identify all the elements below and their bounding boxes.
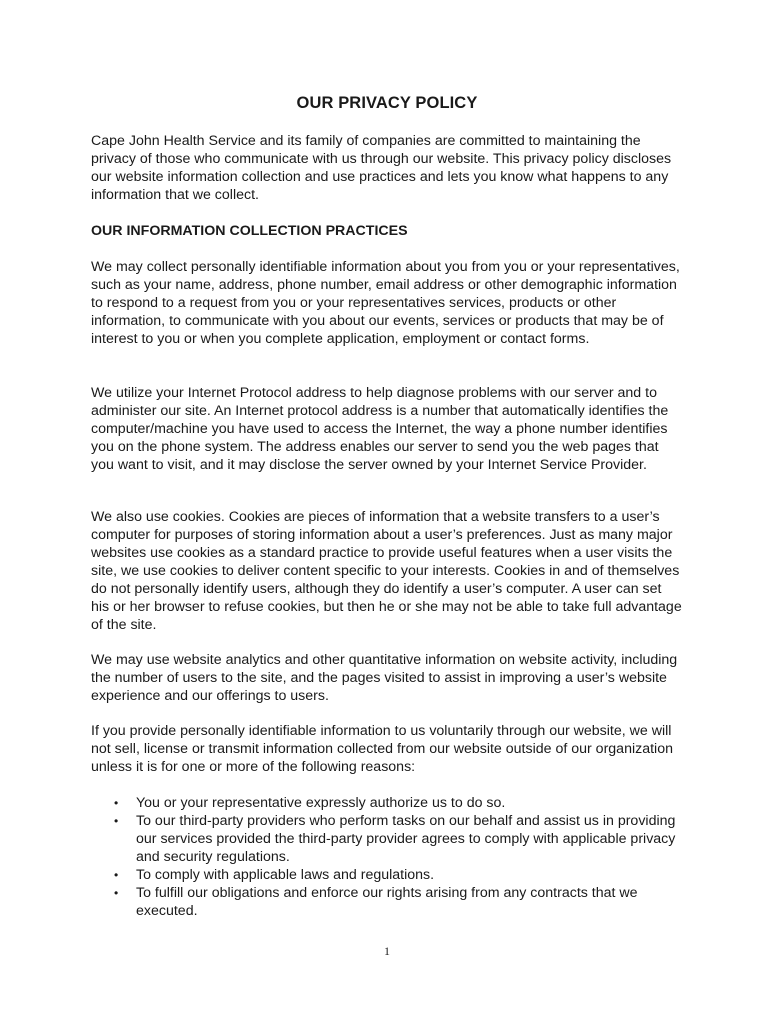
paragraph-personal-info: We may collect personally identifiable information about you from you or your representatives, such as your name, address, phone number, email address or other demographic information to respond to a request from you or your representatives services, products or other information, to communicate with you about our events, services or products that may be of interest to you or when you complete application, employment or contact forms. xyxy=(91,259,680,347)
reasons-list xyxy=(91,794,683,920)
bullet-icon: • xyxy=(114,796,119,810)
page-number: 1 xyxy=(384,944,390,958)
paragraph-disclosure: If you provide personally identifiable information to us voluntarily through our website, we will not sell, license or transmit information collected from our website outside of our organization unless it is for one or more of the following reasons: xyxy=(91,723,673,775)
list-item xyxy=(91,866,683,884)
paragraph-analytics: We may use website analytics and other quantitative information on website activity, including the number of users to the site, and the pages visited to assist in improving a user’s website experience and our offerings to users. xyxy=(91,652,678,704)
list-item-text: You or your representative expressly authorize us to do so. xyxy=(136,795,506,811)
page-title: OUR PRIVACY POLICY xyxy=(296,94,478,112)
list-item xyxy=(91,794,683,812)
bullet-icon: • xyxy=(114,868,119,882)
paragraph-ip-address: We utilize your Internet Protocol address to help diagnose problems with our server and to administer our site. An Internet protocol address is a number that automatically identifies the computer/machine you have used to access the Internet, the way a phone number identifies you on the phone system. The address enables our server to send you the web pages that you want to visit, and it may disclose the server owned by your Internet Service Provider. xyxy=(91,385,669,473)
section-heading: OUR INFORMATION COLLECTION PRACTICES xyxy=(91,223,408,239)
bullet-icon: • xyxy=(114,886,119,900)
intro-paragraph: Cape John Health Service and its family of companies are committed to maintaining the privacy of those who communicate with us through our website. This privacy policy discloses our website information collection and use practices and lets you know what happens to any information that we collect. xyxy=(91,133,672,203)
paragraph-cookies: We also use cookies. Cookies are pieces of information that a website transfers to a user’s computer for purposes of storing information about a user’s preferences. Just as many major websites use cookies as a standard practice to provide useful features when a user visits the site, we use cookies to deliver content specific to your interests. Cookies in and of themselves do not personally identify users, although they do identify a user’s computer. A user can set his or her browser to refuse cookies, but then he or she may not be able to take full advantage of the site. xyxy=(91,509,682,633)
list-item xyxy=(91,812,683,866)
list-item-text: To fulfill our obligations and enforce our rights arising from any contracts that we executed. xyxy=(136,885,638,919)
list-item xyxy=(91,884,683,920)
list-item-text: To our third-party providers who perform tasks on our behalf and assist us in providing our services provided the third-party provider agrees to comply with applicable privacy and security regulations. xyxy=(136,813,676,865)
bullet-icon: • xyxy=(114,814,119,828)
list-item-text: To comply with applicable laws and regulations. xyxy=(136,867,435,883)
